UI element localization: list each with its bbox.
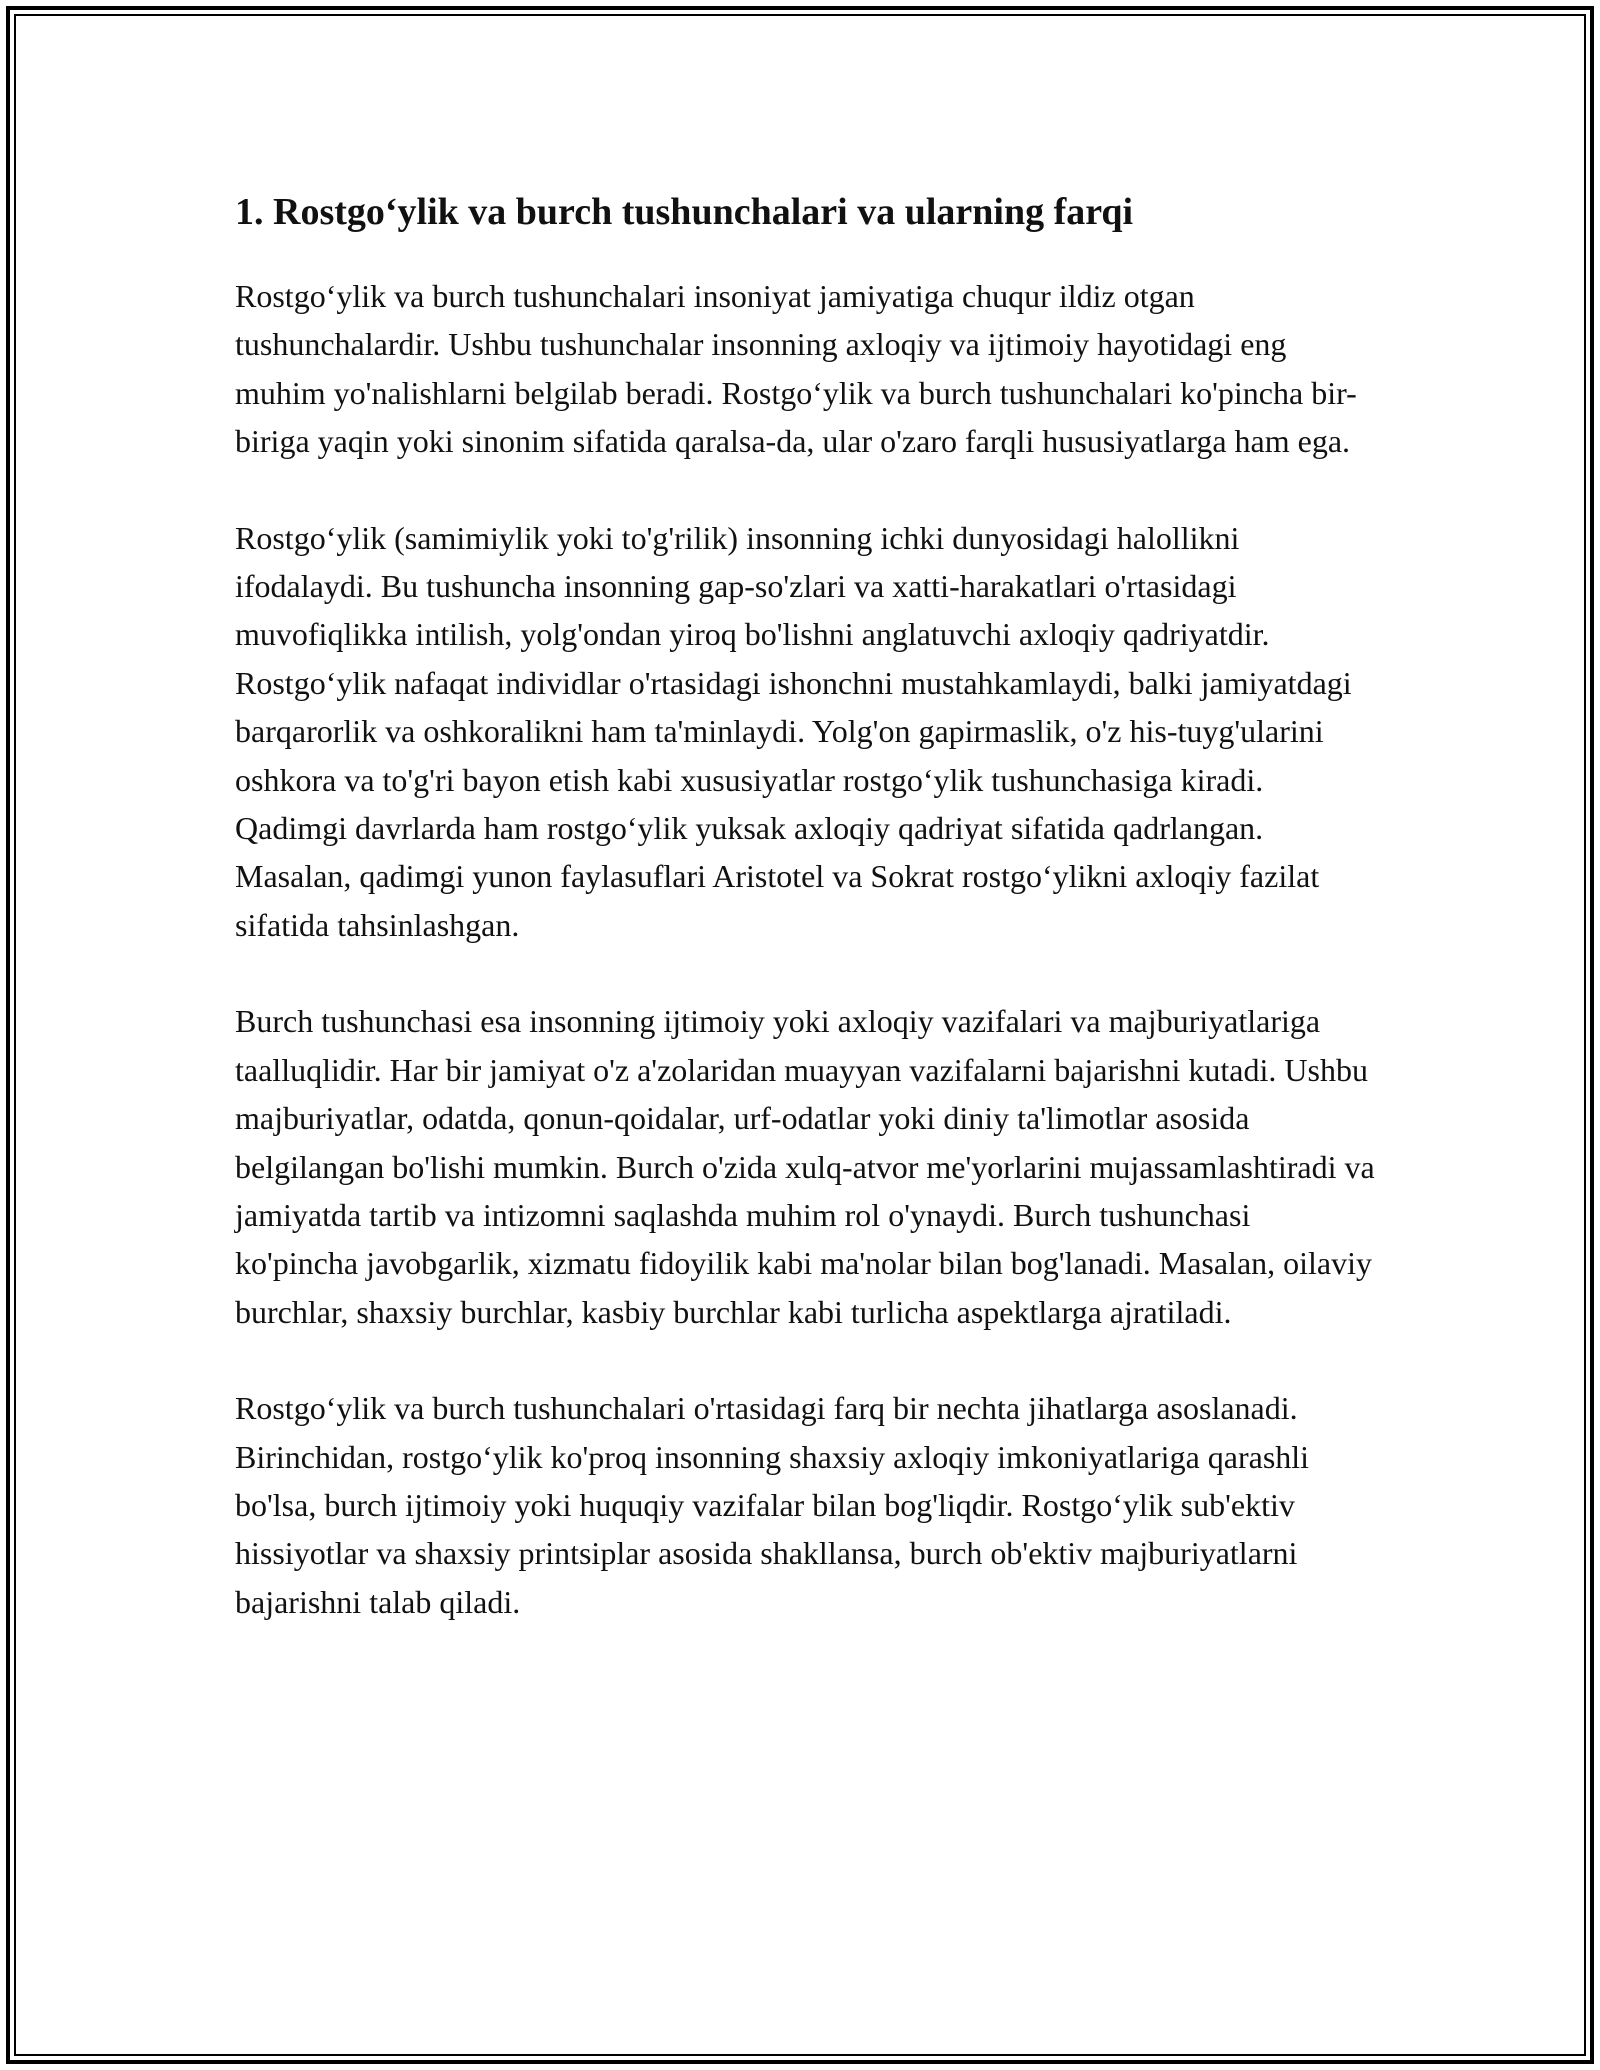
paragraph-intro: Rostgo‘ylik va burch tushunchalari insoniyat jamiyatiga chuqur ildiz otgan tushunchalardir. Ushbu tushunchalar insonning axloqiy va ijtimoiy hayotidagi eng muhim yo'nalishlarni belgilab beradi. Rostgo‘ylik va burch tushunchalari ko'pincha bir-biriga yaqin yoki sinonim sifatida qaralsa-da, ular o'zaro farqli hususiyatlarga ham ega. xyxy=(235,278,1357,460)
paragraph-rostgoylik: Rostgo‘ylik (samimiylik yoki to'g'rilik) insonning ichki dunyosidagi halollikni ifodalaydi. Bu tushuncha insonning gap-so'zlari va xatti-harakatlari o'rtasidagi muvofiqlikka intilish, yolg'ondan yiroq bo'lishni anglatuvchi axloqiy qadriyatdir. Rostgo‘ylik nafaqat individlar o'rtasidagi ishonchni mustahkamlaydi, balki jamiyatdagi barqarorlik va oshkoralikni ham ta'minlaydi. Yolg'on gapirmaslik, o'z his-tuyg'ularini oshkora va to'g'ri bayon etish kabi xususiyatlar rostgo‘ylik tushunchasiga kiradi. Qadimgi davrlarda ham rostgo‘ylik yuksak axloqiy qadriyat sifatida qadrlangan. Masalan, qadimgi yunon faylasuflari Aristotel va Sokrat rostgo‘ylikni axloqiy fazilat sifatida tahsinlashgan. xyxy=(235,519,1352,943)
document-body xyxy=(235,186,1375,1674)
paragraph-farq: Rostgo‘ylik va burch tushunchalari o'rtasidagi farq bir nechta jihatlarga asoslanadi. Birinchidan, rostgo‘ylik ko'proq insonning shaxsiy axloqiy imkoniyatlariga qarashli bo'lsa, burch ijtimoiy yoki huquqiy vazifalar bilan bog'liqdir. Rostgo‘ylik sub'ektiv hissiyotlar va shaxsiy printsiplar asosida shakllansa, burch ob'ektiv majburiyatlarni bajarishni talab qiladi. xyxy=(235,1390,1310,1620)
section-heading: 1. Rostgo‘ylik va burch tushunchalari va ularning farqi xyxy=(235,191,1134,233)
paragraph-burch: Burch tushunchasi esa insonning ijtimoiy yoki axloqiy vazifalari va majburiyatlariga taalluqlidir. Har bir jamiyat o'z a'zolaridan muayyan vazifalarni bajarishni kutadi. Ushbu majburiyatlar, odatda, qonun-qoidalar, urf-odatlar yoki diniy ta'limotlar asosida belgilangan bo'lishi mumkin. Burch o'zida xulq-atvor me'yorlarini mujassamlashtiradi va jamiyatda tartib va intizomni saqlashda muhim rol o'ynaydi. Burch tushunchasi ko'pincha javobgarlik, xizmatu fidoyilik kabi ma'nolar bilan bog'lanadi. Masalan, oilaviy burchlar, shaxsiy burchlar, kasbiy burchlar kabi turlicha aspektlarga ajratiladi. xyxy=(235,1003,1375,1330)
